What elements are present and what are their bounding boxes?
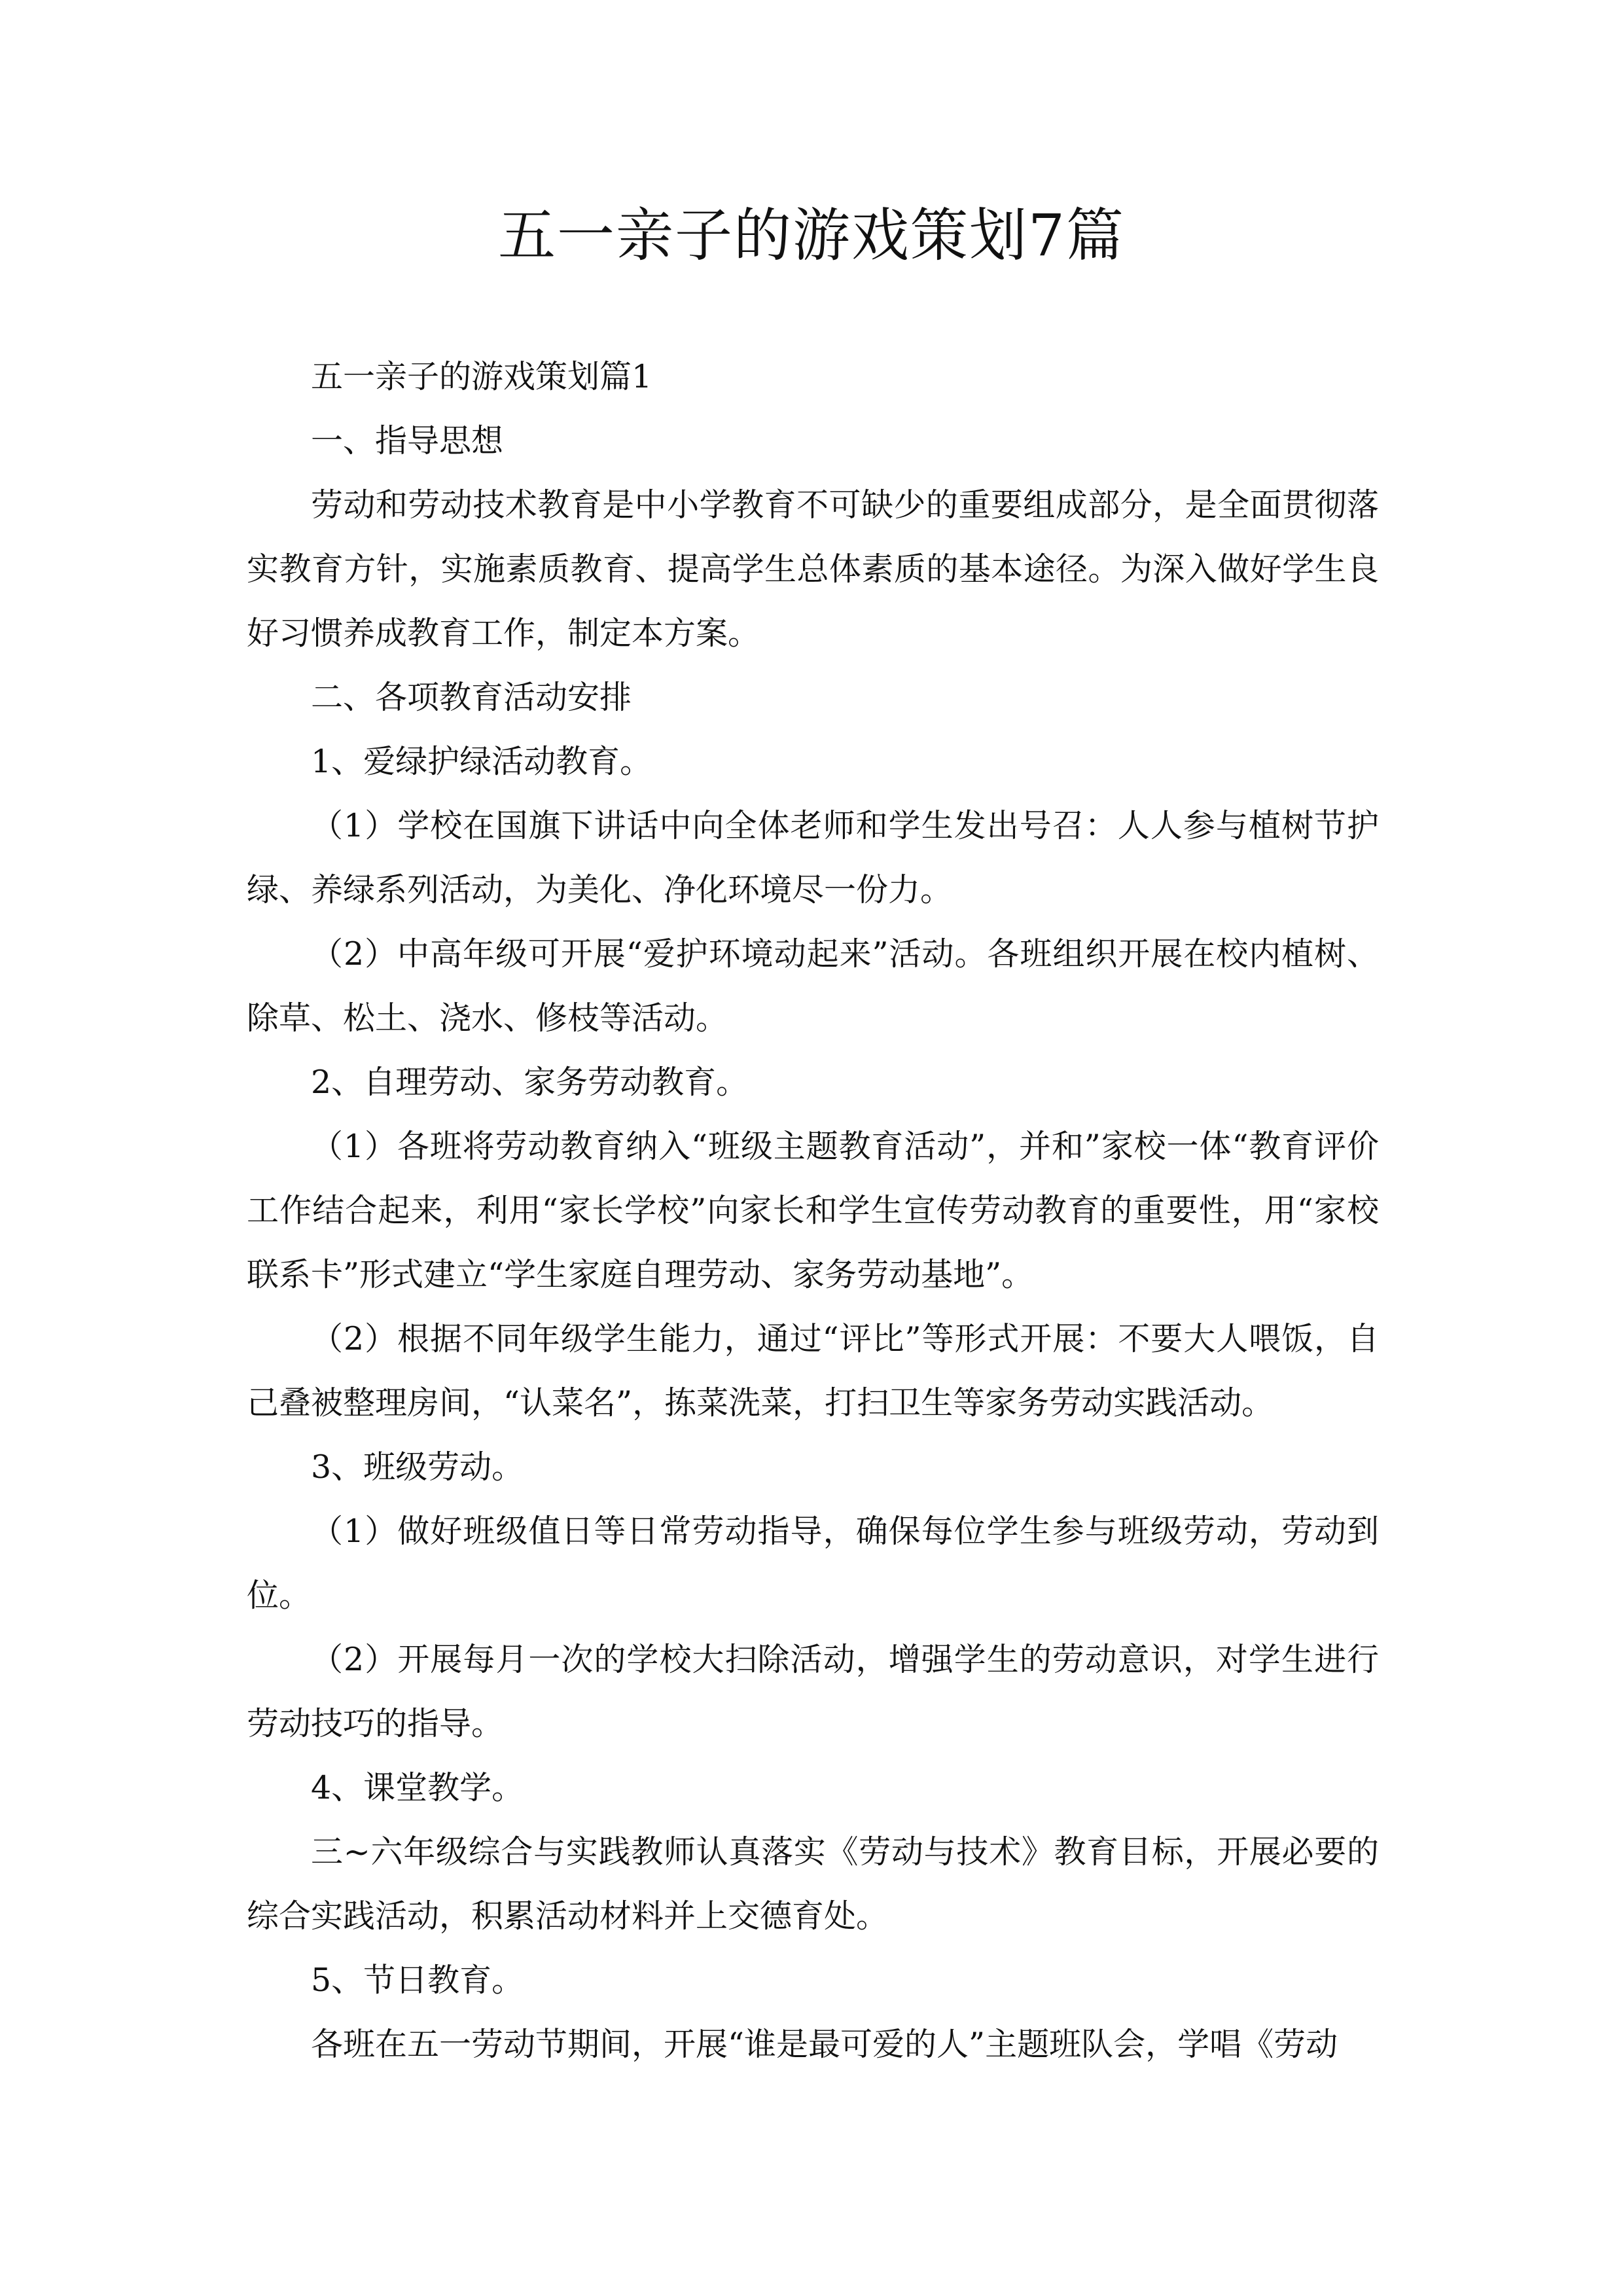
paragraph: 劳动和劳动技术教育是中小学教育不可缺少的重要组成部分，是全面贯彻落实教育方针，实施素质教育、提高学生总体素质的基本途径。为深入做好学生良好习惯养成教育工作，制定本方案。 [247,486,1379,652]
document-title: 五一亲子的游戏策划7篇 [498,202,1125,269]
paragraph-item-heading: 2、自理劳动、家务劳动教育。 [311,1064,749,1101]
document-body [247,345,1379,2077]
paragraph: （2）中高年级可开展“爱护环境动起来”活动。各班组织开展在校内植树、除草、松土、浇水、修枝等活动。 [247,935,1379,1037]
paragraph-item-heading: 4、课堂教学。 [311,1769,524,1806]
paragraph: （1）各班将劳动教育纳入“班级主题教育活动”，并和”家校一体“教育评价工作结合起来，利用“家长学校”向家长和学生宣传劳动教育的重要性，用“家校联系卡”形式建立“学生家庭自理劳动、家务劳动基地”。 [247,1128,1379,1293]
paragraph: （2）开展每月一次的学校大扫除活动，增强学生的劳动意识，对学生进行劳动技巧的指导。 [247,1641,1379,1742]
paragraph-item-heading: 3、班级劳动。 [311,1448,524,1486]
paragraph: （1）做好班级值日等日常劳动指导，确保每位学生参与班级劳动，劳动到位。 [247,1513,1379,1614]
paragraph: （1）学校在国旗下讲话中向全体老师和学生发出号召：人人参与植树节护绿、养绿系列活动，为美化、净化环境尽一份力。 [247,807,1379,908]
paragraph-item-heading: 1、爱绿护绿活动教育。 [311,743,652,780]
paragraph-heading-activity-arrangement: 二、各项教育活动安排 [311,679,632,716]
paragraph-section-heading: 五一亲子的游戏策划篇1 [311,358,652,395]
paragraph-heading-guiding-ideology: 一、指导思想 [311,422,504,459]
paragraph-item-heading: 5、节日教育。 [311,1962,524,1999]
paragraph: 三~六年级综合与实践教师认真落实《劳动与技术》教育目标，开展必要的综合实践活动，积累活动材料并上交德育处。 [247,1833,1379,1935]
paragraph: 各班在五一劳动节期间，开展“谁是最可爱的人”主题班队会，学唱《劳动 [311,2026,1338,2063]
paragraph: （2）根据不同年级学生能力，通过“评比”等形式开展：不要大人喂饭，自己叠被整理房间，“认菜名”，拣菜洗菜，打扫卫生等家务劳动实践活动。 [247,1320,1379,1422]
